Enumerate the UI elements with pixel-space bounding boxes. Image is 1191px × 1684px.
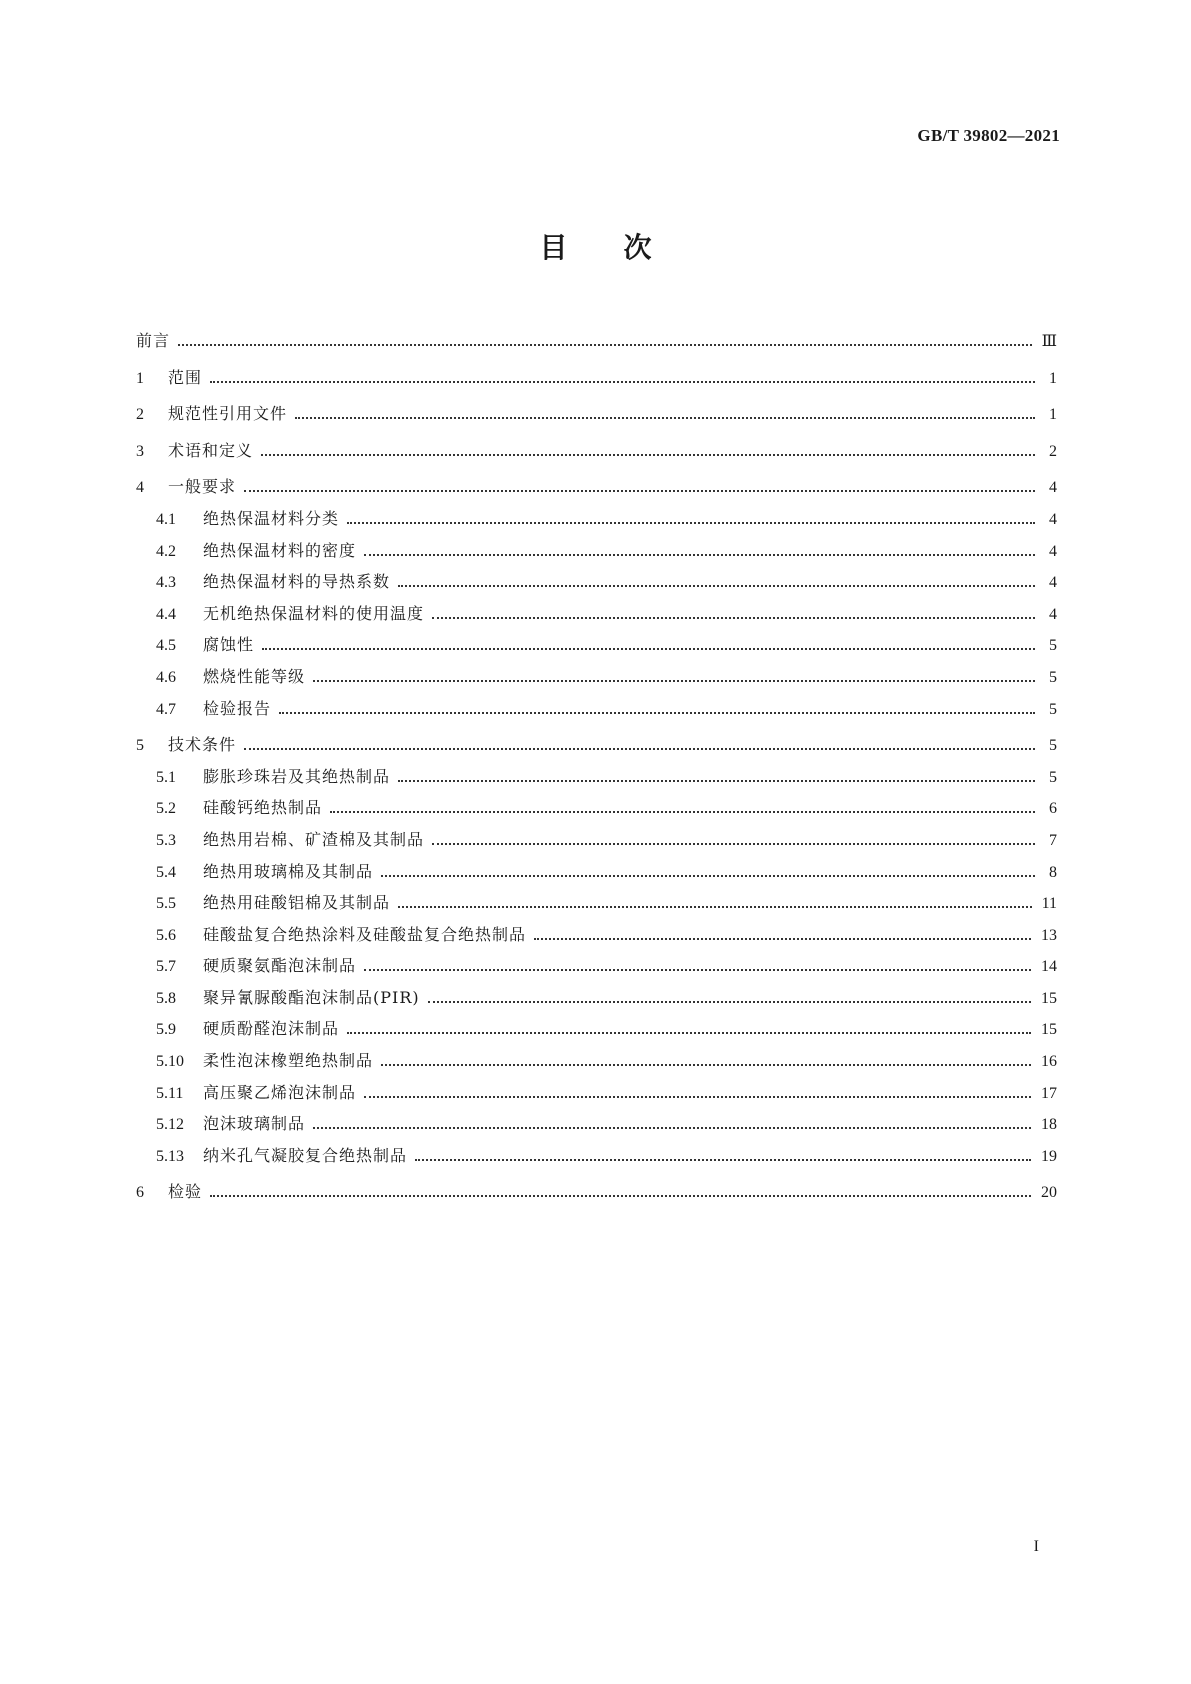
toc-entry-label: 泡沫玻璃制品 <box>203 1114 306 1134</box>
toc-entry-page: 4 <box>1049 510 1057 528</box>
toc-entry-label: 检验 <box>168 1182 203 1202</box>
toc-entry-page: 6 <box>1049 800 1057 818</box>
toc-entry-number: 5.6 <box>156 926 176 944</box>
toc-entry-label: 燃烧性能等级 <box>203 666 306 686</box>
toc-entry-number: 5.13 <box>156 1147 184 1165</box>
toc-entry-page: 5 <box>1049 668 1057 686</box>
toc-entry-number: 4.5 <box>156 637 176 655</box>
toc-entry-label: 范围 <box>168 367 203 387</box>
toc-entry-page: 11 <box>1041 895 1057 913</box>
toc-leader-dots <box>244 490 1035 492</box>
toc-entry[interactable] <box>136 827 1057 859</box>
toc-entry-page: 1 <box>1049 406 1057 424</box>
table-of-contents <box>136 328 1057 1211</box>
toc-leader-dots <box>178 344 1032 346</box>
toc-leader-dots <box>347 1032 1031 1034</box>
toc-leader-dots <box>364 969 1031 971</box>
toc-entry-page: 5 <box>1049 737 1057 755</box>
toc-entry-page: 4 <box>1049 479 1057 497</box>
toc-entry-number: 4 <box>136 479 144 497</box>
toc-leader-dots <box>381 875 1035 877</box>
toc-entry-label: 聚异氰脲酸酯泡沫制品(PIR) <box>203 987 420 1007</box>
toc-entry-number: 6 <box>136 1184 144 1202</box>
toc-entry-number: 5.2 <box>156 800 176 818</box>
toc-entry-page: 17 <box>1041 1084 1057 1102</box>
toc-entry-label: 检验报告 <box>203 698 272 718</box>
toc-entry-label: 技术条件 <box>168 735 237 755</box>
toc-entry-number: 4.1 <box>156 510 176 528</box>
toc-leader-dots <box>398 585 1035 587</box>
toc-leader-dots <box>279 712 1035 714</box>
toc-entry-page: 16 <box>1041 1053 1057 1071</box>
toc-leader-dots <box>432 617 1035 619</box>
toc-leader-dots <box>313 680 1035 682</box>
toc-entry[interactable] <box>136 732 1057 764</box>
toc-leader-dots <box>295 417 1035 419</box>
toc-leader-dots <box>261 454 1035 456</box>
toc-entry[interactable] <box>136 438 1057 470</box>
toc-entry-label: 高压聚乙烯泡沫制品 <box>203 1082 357 1102</box>
toc-entry-page: 20 <box>1041 1184 1057 1202</box>
page-number: I <box>1033 1538 1039 1555</box>
toc-entry[interactable] <box>136 328 1057 360</box>
toc-entry[interactable] <box>136 1080 1057 1112</box>
toc-leader-dots <box>347 522 1035 524</box>
toc-entry-label: 前言 <box>136 331 171 350</box>
toc-entry-page: 4 <box>1049 542 1057 560</box>
toc-entry-label: 硅酸盐复合绝热涂料及硅酸盐复合绝热制品 <box>203 924 527 944</box>
toc-entry[interactable] <box>136 1048 1057 1080</box>
toc-entry-page: 8 <box>1049 863 1057 881</box>
toc-leader-dots <box>534 938 1031 940</box>
toc-entry-number: 5.1 <box>156 768 176 786</box>
toc-entry-page: 2 <box>1049 442 1057 460</box>
toc-entry-page: Ⅲ <box>1041 333 1057 350</box>
toc-entry-label: 柔性泡沫橡塑绝热制品 <box>203 1051 374 1071</box>
toc-entry-label: 绝热用硅酸铝棉及其制品 <box>203 893 391 913</box>
toc-entry-label: 术语和定义 <box>168 440 254 460</box>
toc-entry[interactable] <box>136 506 1057 538</box>
toc-leader-dots <box>398 780 1035 782</box>
toc-entry[interactable] <box>136 538 1057 570</box>
toc-entry-page: 5 <box>1049 768 1057 786</box>
toc-entry-page: 15 <box>1041 989 1057 1007</box>
toc-entry[interactable] <box>136 859 1057 891</box>
toc-leader-dots <box>262 648 1035 650</box>
toc-entry[interactable] <box>136 890 1057 922</box>
toc-entry[interactable] <box>136 601 1057 633</box>
toc-leader-dots <box>432 843 1035 845</box>
toc-entry[interactable] <box>136 795 1057 827</box>
toc-leader-dots <box>330 811 1035 813</box>
toc-entry[interactable] <box>136 474 1057 506</box>
toc-entry-number: 5 <box>136 737 144 755</box>
toc-entry-number: 4.7 <box>156 700 176 718</box>
toc-entry-label: 硅酸钙绝热制品 <box>203 798 323 818</box>
toc-entry-page: 5 <box>1049 637 1057 655</box>
toc-entry-label: 腐蚀性 <box>203 635 255 655</box>
toc-entry[interactable] <box>136 664 1057 696</box>
toc-entry-page: 5 <box>1049 700 1057 718</box>
toc-leader-dots <box>244 748 1035 750</box>
toc-entry-label: 膨胀珍珠岩及其绝热制品 <box>203 766 391 786</box>
toc-entry-number: 2 <box>136 406 144 424</box>
toc-entry[interactable] <box>136 953 1057 985</box>
toc-entry-number: 5.4 <box>156 863 176 881</box>
toc-entry[interactable] <box>136 401 1057 433</box>
toc-entry-number: 4.6 <box>156 668 176 686</box>
toc-entry-page: 4 <box>1049 574 1057 592</box>
toc-entry-label: 绝热保温材料分类 <box>203 508 340 528</box>
toc-entry-page: 18 <box>1041 1116 1057 1134</box>
toc-entry-number: 5.7 <box>156 958 176 976</box>
toc-entry[interactable] <box>136 365 1057 397</box>
toc-entry-number: 5.11 <box>156 1084 184 1102</box>
toc-entry-label: 无机绝热保温材料的使用温度 <box>203 603 425 623</box>
toc-entry-page: 19 <box>1041 1147 1057 1165</box>
toc-entry-number: 4.4 <box>156 605 176 623</box>
toc-entry-number: 4.3 <box>156 574 176 592</box>
toc-entry-number: 5.5 <box>156 895 176 913</box>
toc-entry-page: 15 <box>1041 1021 1057 1039</box>
toc-entry[interactable] <box>136 764 1057 796</box>
toc-entry[interactable] <box>136 569 1057 601</box>
toc-entry[interactable] <box>136 1179 1057 1211</box>
toc-entry[interactable] <box>136 1016 1057 1048</box>
toc-entry-number: 5.8 <box>156 989 176 1007</box>
toc-entry-number: 5.9 <box>156 1021 176 1039</box>
toc-entry-label: 硬质聚氨酯泡沫制品 <box>203 956 357 976</box>
toc-entry-page: 13 <box>1041 926 1057 944</box>
toc-entry-page: 4 <box>1049 605 1057 623</box>
toc-entry[interactable] <box>136 922 1057 954</box>
standard-number: GB/T 39802—2021 <box>917 126 1060 145</box>
toc-entry[interactable] <box>136 632 1057 664</box>
toc-leader-dots <box>428 1001 1031 1003</box>
toc-entry-number: 1 <box>136 369 144 387</box>
toc-entry[interactable] <box>136 1111 1057 1143</box>
toc-entry-label: 绝热保温材料的密度 <box>203 540 357 560</box>
toc-entry-label: 纳米孔气凝胶复合绝热制品 <box>203 1145 408 1165</box>
toc-leader-dots <box>398 906 1032 908</box>
toc-entry-number: 4.2 <box>156 542 176 560</box>
toc-entry-number: 3 <box>136 442 144 460</box>
toc-entry-label: 一般要求 <box>168 477 237 497</box>
toc-entry-label: 硬质酚醛泡沫制品 <box>203 1019 340 1039</box>
toc-leader-dots <box>364 1096 1031 1098</box>
toc-leader-dots <box>381 1064 1031 1066</box>
toc-leader-dots <box>313 1127 1031 1129</box>
toc-leader-dots <box>210 381 1035 383</box>
toc-entry[interactable] <box>136 696 1057 728</box>
toc-entry-page: 7 <box>1049 831 1057 849</box>
toc-entry[interactable] <box>136 985 1057 1017</box>
toc-entry-number: 5.3 <box>156 831 176 849</box>
toc-entry-label: 绝热用岩棉、矿渣棉及其制品 <box>203 829 425 849</box>
toc-entry-label: 规范性引用文件 <box>168 404 288 424</box>
toc-leader-dots <box>364 554 1035 556</box>
toc-entry-label: 绝热保温材料的导热系数 <box>203 572 391 592</box>
toc-entry-number: 5.10 <box>156 1053 184 1071</box>
toc-entry-number: 5.12 <box>156 1116 184 1134</box>
toc-leader-dots <box>210 1195 1031 1197</box>
toc-leader-dots <box>415 1159 1031 1161</box>
toc-entry-page: 1 <box>1049 369 1057 387</box>
toc-entry[interactable] <box>136 1143 1057 1175</box>
page-title: 目次 <box>539 231 708 264</box>
toc-entry-label: 绝热用玻璃棉及其制品 <box>203 861 374 881</box>
toc-entry-page: 14 <box>1041 958 1057 976</box>
